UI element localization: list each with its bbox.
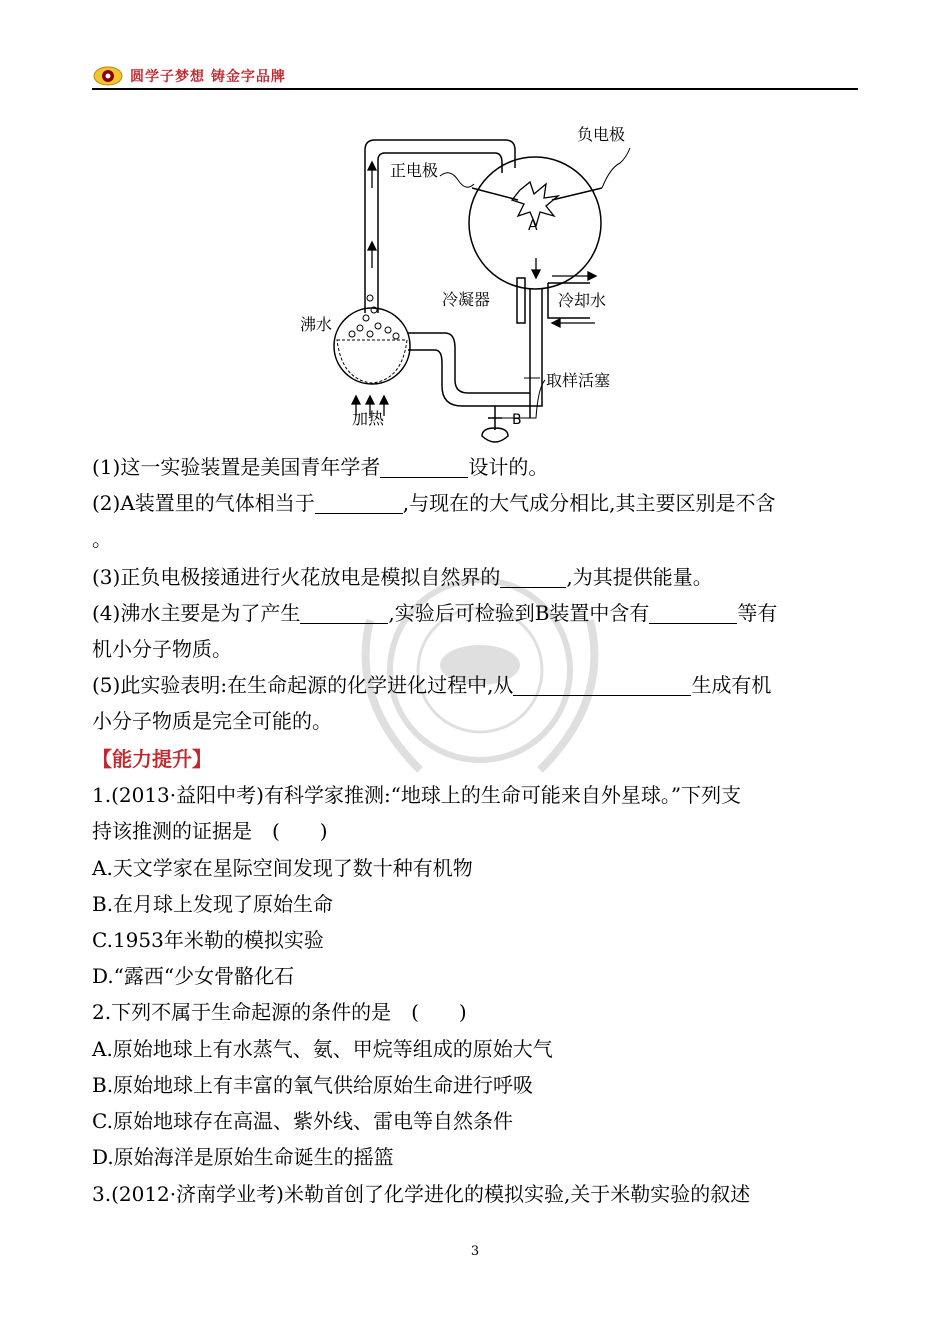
answer-blank-3[interactable] <box>500 565 566 588</box>
label-device-a: A <box>528 218 538 234</box>
mc-question-1-stem: 1.(2013·益阳中考)有科学家推测:“地球上的生命可能来自外星球。”下列支 <box>92 783 742 807</box>
page-number: 3 <box>470 1244 480 1259</box>
question-4-cont: 机小分子物质。 <box>92 637 232 661</box>
label-boiling-water: 沸水 <box>300 315 333 334</box>
section-title: 【能力提升】 <box>92 747 212 771</box>
mc-question-2-option-a[interactable]: A.原始地球上有水蒸气、氨、甲烷等组成的原始大气 <box>92 1037 553 1061</box>
label-negative-electrode: 负电极 <box>577 125 626 144</box>
logo-icon <box>92 64 124 86</box>
mc-question-2-stem: 2.下列不属于生命起源的条件的是 ( ) <box>92 1000 467 1024</box>
label-heating: 加热 <box>352 409 385 428</box>
mc-question-1-option-c[interactable]: C.1953年米勒的模拟实验 <box>92 928 324 952</box>
answer-blank-1[interactable] <box>380 455 468 478</box>
mc-question-2-option-b[interactable]: B.原始地球上有丰富的氧气供给原始生命进行呼吸 <box>92 1073 534 1097</box>
answer-blank-2[interactable] <box>315 491 403 514</box>
page-header <box>92 62 858 88</box>
label-positive-electrode: 正电极 <box>390 161 439 180</box>
mc-question-1-option-d[interactable]: D.“露西“少女骨骼化石 <box>92 964 295 988</box>
mc-question-3-stem: 3.(2012·济南学业考)米勒首创了化学进化的模拟实验,关于米勒实验的叙述 <box>92 1182 751 1206</box>
mc-question-1-option-b[interactable]: B.在月球上发现了原始生命 <box>92 892 334 916</box>
header-slogan: 圆学子梦想 铸金字品牌 <box>130 69 286 85</box>
answer-blank-5[interactable] <box>513 673 691 696</box>
question-2: (2)A装置里的气体相当于 ,与现在的大气成分相比,其主要区别是不含 <box>92 491 776 515</box>
label-condenser: 冷凝器 <box>442 290 491 309</box>
miller-apparatus-diagram <box>290 118 640 443</box>
question-5: (5)此实验表明:在生命起源的化学进化过程中,从 生成有机 <box>92 673 772 697</box>
mc-question-2-option-d[interactable]: D.原始海洋是原始生命诞生的摇篮 <box>92 1145 394 1169</box>
mc-question-1-option-a[interactable]: A.天文学家在星际空间发现了数十种有机物 <box>92 856 473 880</box>
mc-question-2-option-c[interactable]: C.原始地球存在高温、紫外线、雷电等自然条件 <box>92 1109 513 1133</box>
question-4: (4)沸水主要是为了产生 ,实验后可检验到B装置中含有 等有 <box>92 601 778 625</box>
label-sampling-valve: 取样活塞 <box>546 371 611 390</box>
question-1: (1)这一实验装置是美国青年学者 设计的。 <box>92 455 549 479</box>
question-5-cont: 小分子物质是完全可能的。 <box>92 709 332 733</box>
answer-blank-4b[interactable] <box>649 601 737 624</box>
question-2-end: 。 <box>92 527 112 551</box>
label-device-b: B <box>512 412 522 428</box>
mc-question-1-stem-cont: 持该推测的证据是 ( ) <box>92 819 328 843</box>
label-cooling-water: 冷却水 <box>558 291 607 310</box>
question-3: (3)正负电极接通进行火花放电是模拟自然界的 ,为其提供能量。 <box>92 565 713 589</box>
answer-blank-4a[interactable] <box>300 601 388 624</box>
header-divider <box>92 88 858 90</box>
